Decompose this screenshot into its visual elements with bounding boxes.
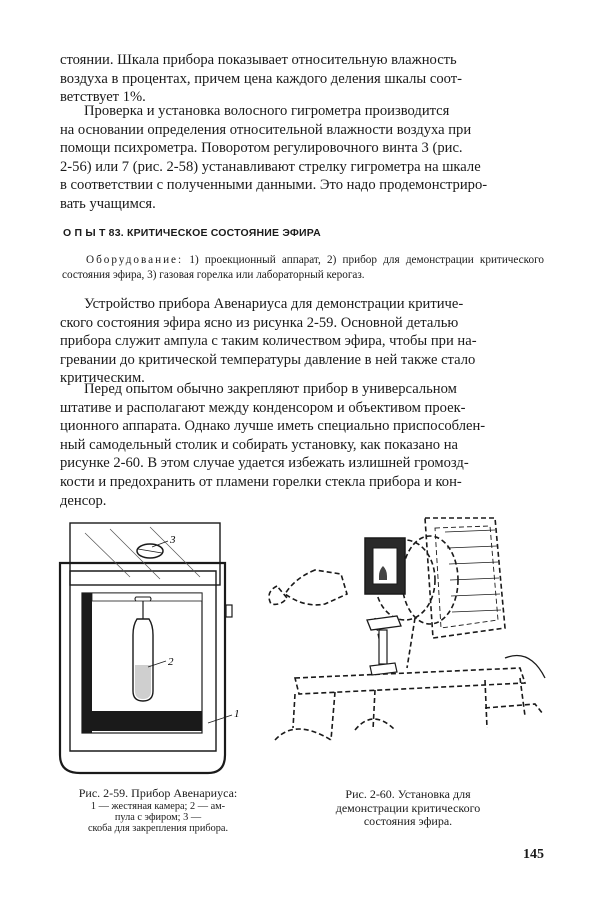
text-line: Перед опытом обычно закрепляют прибор в универсальном	[84, 381, 457, 397]
text-line: воздуха в процентах, причем цена каждого деления шкалы соот-	[60, 70, 462, 87]
text-line: ветствует 1%.	[60, 89, 146, 106]
text-line: рисунке 2-60. В этом случае удается избежать излишней громозд-	[60, 455, 469, 472]
text-line: прибора служит ампула с таким количеством эфира, чтобы при на-	[60, 333, 477, 350]
equipment-text: 1) проекционный аппарат, 2) прибор для демонстрации критического состояния эфира, 3) газовая горелка или лабораторный керогаз.	[62, 254, 545, 281]
figure-label-1: 1	[234, 708, 240, 720]
objective-lens	[285, 570, 347, 605]
text-line: Проверка и установка волосного гигрометра производится	[84, 103, 450, 119]
page-number: 145	[523, 847, 544, 862]
paragraph-avenarius-device	[60, 295, 544, 388]
text-line: ционного аппарата. Однако лучше иметь специально приспособлен-	[60, 418, 486, 435]
figure-label-2: 2	[168, 656, 174, 668]
caption-line: Рис. 2-60. Установка для	[345, 787, 471, 801]
text-line: критическим.	[60, 370, 145, 387]
figure-2-60-caption	[318, 788, 498, 829]
caption-line: скоба для закрепления прибора.	[87, 822, 229, 834]
figure-label-3: 3	[170, 534, 176, 546]
text-line: ный самодельный столик и собирать установку, как показано на	[60, 436, 459, 453]
optical-bench	[295, 668, 525, 694]
caption-title: Рис. 2-59. Прибор Авенариуса:	[78, 786, 238, 800]
text-line: ского состояния эфира ясно из рисунка 2-59. Основной деталью	[60, 314, 459, 331]
caption-line: пула с эфиром; 3 —	[114, 811, 202, 823]
text-line: 2-56) или 7 (рис. 2-58) устанавливают стрелку гигрометра на шкале	[60, 158, 481, 175]
equipment-list	[62, 253, 544, 283]
text-line: гревании до критической температуры давление в ней также стало	[60, 351, 476, 368]
text-line: кости и предохранить от пламени горелки стекла прибора и кон-	[60, 473, 462, 490]
text-line: стоянии. Шкала прибора показывает относительную влажность	[60, 52, 457, 68]
section-heading: О П Ы Т 83. КРИТИЧЕСКОЕ СОСТОЯНИЕ ЭФИРА	[63, 227, 321, 239]
avenarius-device-illustration	[40, 515, 255, 785]
projection-setup-illustration	[255, 508, 550, 758]
text-line: вать учащимся.	[60, 195, 156, 212]
paragraph-hygrometer-check	[60, 102, 544, 214]
equipment-label: Оборудование:	[86, 254, 184, 266]
caption-line: демонстрации критического	[335, 800, 481, 815]
small-table	[367, 616, 401, 630]
figure-2-59-caption	[58, 787, 258, 834]
caption-line: 1 — жестяная камера; 2 — ам-	[90, 800, 226, 812]
text-line: штативе и располагают между конденсором и объективом проек-	[60, 399, 466, 416]
paragraph-continuation	[60, 51, 544, 107]
text-line: на основании определения относительной влажности воздуха при	[60, 121, 472, 138]
text-line: Устройство прибора Авенариуса для демонстрации критиче-	[84, 296, 464, 312]
paragraph-setup	[60, 380, 544, 510]
text-line: помощи психрометра. Поворотом регулировочного винта 3 (рис.	[60, 140, 463, 157]
caption-line: состояния эфира.	[363, 814, 453, 828]
text-line: в соответствии с полученными данными. Это надо продемонстриро-	[60, 177, 488, 194]
text-line: денсор.	[60, 492, 107, 509]
